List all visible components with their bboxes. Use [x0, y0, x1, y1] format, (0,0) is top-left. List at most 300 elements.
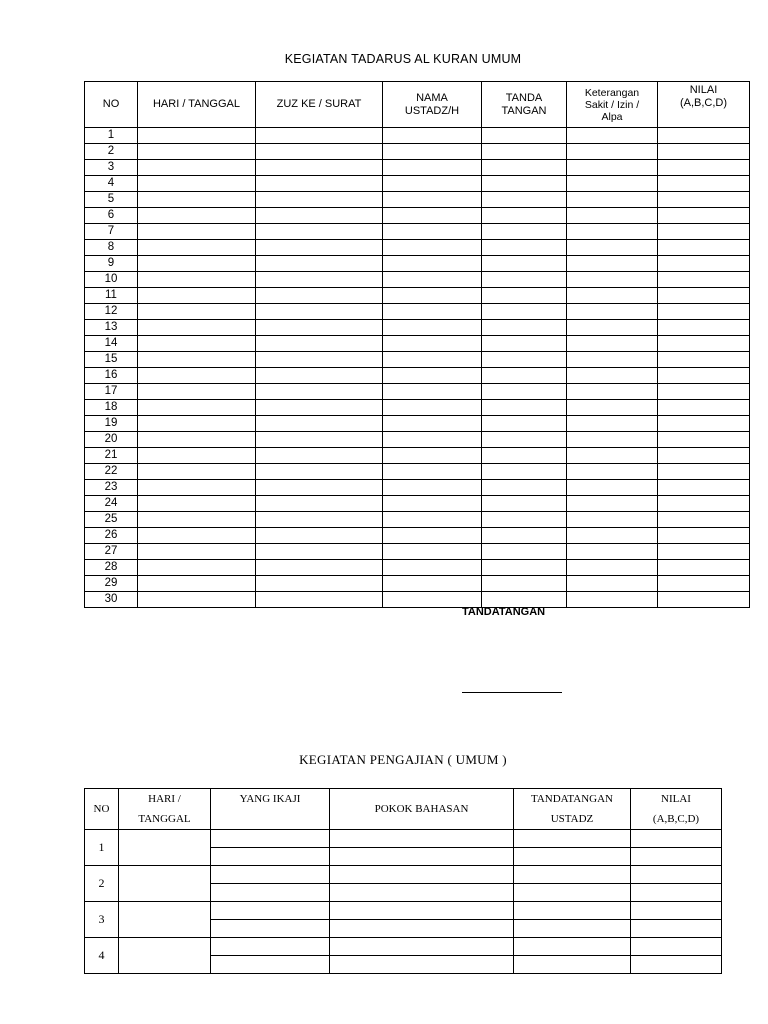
note-cell[interactable] — [567, 272, 658, 288]
row-number: 7 — [85, 224, 138, 240]
teacher-cell[interactable] — [383, 528, 482, 544]
studied-cell[interactable] — [211, 884, 330, 902]
row-number: 19 — [85, 416, 138, 432]
juz-cell[interactable] — [256, 368, 383, 384]
note-cell[interactable] — [567, 544, 658, 560]
teacher-cell[interactable] — [383, 464, 482, 480]
juz-cell[interactable] — [256, 384, 383, 400]
teacher-cell[interactable] — [383, 496, 482, 512]
row-number: 9 — [85, 256, 138, 272]
teacher-cell[interactable] — [383, 480, 482, 496]
table-row — [85, 480, 750, 496]
note-cell[interactable] — [567, 448, 658, 464]
date-cell[interactable] — [138, 512, 256, 528]
grade-cell[interactable] — [658, 368, 750, 384]
table-row — [85, 560, 750, 576]
date-cell[interactable] — [138, 208, 256, 224]
grade-cell[interactable] — [631, 920, 722, 938]
date-cell[interactable] — [138, 560, 256, 576]
date-cell[interactable] — [138, 384, 256, 400]
table-row — [85, 902, 722, 920]
teacher-cell[interactable] — [383, 320, 482, 336]
header-signature-line1: TANDATANGAN — [531, 793, 613, 805]
juz-cell[interactable] — [256, 320, 383, 336]
header-signature — [514, 789, 631, 830]
note-cell[interactable] — [567, 576, 658, 592]
note-cell[interactable] — [567, 432, 658, 448]
header-juz: ZUZ KE / SURAT — [256, 82, 383, 128]
signature-cell[interactable] — [482, 256, 567, 272]
tadarus-title: KEGIATAN TADARUS AL KURAN UMUM — [284, 52, 522, 66]
note-cell[interactable] — [567, 384, 658, 400]
grade-cell[interactable] — [658, 512, 750, 528]
juz-cell[interactable] — [256, 496, 383, 512]
teacher-cell[interactable] — [383, 400, 482, 416]
grade-cell[interactable] — [658, 336, 750, 352]
studied-cell[interactable] — [211, 830, 330, 848]
grade-cell[interactable] — [658, 144, 750, 160]
signature-cell[interactable] — [514, 920, 631, 938]
table-row — [85, 224, 750, 240]
header-signature-line2: TANGAN — [501, 104, 547, 117]
table-row — [85, 272, 750, 288]
grade-cell[interactable] — [631, 902, 722, 920]
juz-cell[interactable] — [256, 192, 383, 208]
topic-cell[interactable] — [330, 938, 514, 956]
row-number: 22 — [85, 464, 138, 480]
row-number: 29 — [85, 576, 138, 592]
note-cell[interactable] — [567, 256, 658, 272]
table-row — [85, 128, 750, 144]
teacher-cell[interactable] — [383, 560, 482, 576]
grade-cell[interactable] — [658, 224, 750, 240]
grade-cell[interactable] — [631, 956, 722, 974]
date-cell[interactable] — [138, 272, 256, 288]
table-row — [85, 866, 722, 884]
header-grade-line2: (A,B,C,D) — [652, 813, 700, 825]
header-signature — [482, 82, 567, 128]
header-date — [119, 789, 211, 830]
note-cell[interactable] — [567, 400, 658, 416]
grade-cell[interactable] — [658, 528, 750, 544]
teacher-cell[interactable] — [383, 448, 482, 464]
juz-cell[interactable] — [256, 144, 383, 160]
date-cell[interactable] — [138, 144, 256, 160]
signature-cell[interactable] — [482, 144, 567, 160]
date-cell[interactable] — [138, 576, 256, 592]
pengajian-title: KEGIATAN PENGAJIAN ( UMUM ) — [299, 752, 507, 767]
note-cell[interactable] — [567, 560, 658, 576]
teacher-cell[interactable] — [383, 160, 482, 176]
studied-cell[interactable] — [211, 938, 330, 956]
date-cell[interactable] — [138, 160, 256, 176]
juz-cell[interactable] — [256, 432, 383, 448]
row-number: 5 — [85, 192, 138, 208]
table-row — [85, 448, 750, 464]
date-cell[interactable] — [138, 400, 256, 416]
signature-cell[interactable] — [482, 432, 567, 448]
signature-cell[interactable] — [514, 956, 631, 974]
table-row — [85, 144, 750, 160]
date-cell[interactable] — [138, 432, 256, 448]
header-date: HARI / TANGGAL — [138, 82, 256, 128]
juz-cell[interactable] — [256, 416, 383, 432]
signature-cell[interactable] — [482, 176, 567, 192]
row-number: 2 — [85, 866, 119, 902]
note-cell[interactable] — [567, 336, 658, 352]
date-cell[interactable] — [138, 480, 256, 496]
date-cell[interactable] — [138, 304, 256, 320]
header-grade — [631, 789, 722, 830]
signature-cell[interactable] — [482, 304, 567, 320]
signature-cell[interactable] — [482, 352, 567, 368]
note-cell[interactable] — [567, 192, 658, 208]
header-date-line2: TANGGAL — [138, 813, 191, 825]
grade-cell[interactable] — [658, 448, 750, 464]
juz-cell[interactable] — [256, 176, 383, 192]
teacher-cell[interactable] — [383, 384, 482, 400]
grade-cell[interactable] — [658, 192, 750, 208]
note-cell[interactable] — [567, 528, 658, 544]
row-number: 26 — [85, 528, 138, 544]
table-row — [85, 384, 750, 400]
studied-cell[interactable] — [211, 866, 330, 884]
row-number: 12 — [85, 304, 138, 320]
studied-cell[interactable] — [211, 956, 330, 974]
grade-cell[interactable] — [658, 128, 750, 144]
grade-cell[interactable] — [631, 938, 722, 956]
tadarus-table — [84, 81, 750, 608]
note-cell[interactable] — [567, 288, 658, 304]
grade-cell[interactable] — [631, 830, 722, 848]
grade-cell[interactable] — [658, 320, 750, 336]
topic-cell[interactable] — [330, 902, 514, 920]
teacher-cell[interactable] — [383, 352, 482, 368]
note-cell[interactable] — [567, 176, 658, 192]
date-cell[interactable] — [138, 416, 256, 432]
header-signature-line2: USTADZ — [550, 813, 594, 825]
topic-cell[interactable] — [330, 866, 514, 884]
grade-cell[interactable] — [658, 496, 750, 512]
row-number: 15 — [85, 352, 138, 368]
grade-cell[interactable] — [658, 272, 750, 288]
note-cell[interactable] — [567, 368, 658, 384]
date-cell[interactable] — [138, 240, 256, 256]
note-cell[interactable] — [567, 128, 658, 144]
table-row — [85, 512, 750, 528]
header-note-line3: Alpa — [601, 110, 623, 123]
row-number: 3 — [85, 902, 119, 938]
grade-cell[interactable] — [631, 884, 722, 902]
signature-cell[interactable] — [482, 336, 567, 352]
row-number: 23 — [85, 480, 138, 496]
note-cell[interactable] — [567, 224, 658, 240]
teacher-cell[interactable] — [383, 256, 482, 272]
signature-cell[interactable] — [482, 416, 567, 432]
date-cell[interactable] — [138, 256, 256, 272]
pengajian-table — [84, 788, 722, 974]
juz-cell[interactable] — [256, 464, 383, 480]
signature-cell[interactable] — [482, 480, 567, 496]
note-cell[interactable] — [567, 464, 658, 480]
note-cell[interactable] — [567, 592, 658, 608]
signature-cell[interactable] — [482, 208, 567, 224]
signature-cell[interactable] — [514, 830, 631, 848]
juz-cell[interactable] — [256, 224, 383, 240]
date-cell[interactable] — [138, 528, 256, 544]
row-number: 25 — [85, 512, 138, 528]
juz-cell[interactable] — [256, 352, 383, 368]
signature-cell[interactable] — [482, 544, 567, 560]
juz-cell[interactable] — [256, 512, 383, 528]
row-number: 11 — [85, 288, 138, 304]
signature-cell[interactable] — [482, 160, 567, 176]
row-number: 21 — [85, 448, 138, 464]
juz-cell[interactable] — [256, 304, 383, 320]
signature-cell[interactable] — [482, 448, 567, 464]
juz-cell[interactable] — [256, 128, 383, 144]
grade-cell[interactable] — [658, 256, 750, 272]
juz-cell[interactable] — [256, 240, 383, 256]
date-cell[interactable] — [138, 464, 256, 480]
grade-cell[interactable] — [631, 848, 722, 866]
table-row — [85, 528, 750, 544]
date-cell[interactable] — [138, 192, 256, 208]
note-cell[interactable] — [567, 512, 658, 528]
studied-cell[interactable] — [211, 902, 330, 920]
header-note-line2: Sakit / Izin / — [584, 98, 640, 111]
date-cell[interactable] — [119, 830, 211, 866]
juz-cell[interactable] — [256, 560, 383, 576]
row-number: 27 — [85, 544, 138, 560]
signature-cell[interactable] — [482, 496, 567, 512]
teacher-cell[interactable] — [383, 576, 482, 592]
teacher-cell[interactable] — [383, 304, 482, 320]
row-number: 24 — [85, 496, 138, 512]
note-cell[interactable] — [567, 352, 658, 368]
grade-cell[interactable] — [658, 384, 750, 400]
studied-cell[interactable] — [211, 920, 330, 938]
grade-cell[interactable] — [658, 416, 750, 432]
date-cell[interactable] — [138, 176, 256, 192]
signature-cell[interactable] — [514, 866, 631, 884]
date-cell[interactable] — [138, 368, 256, 384]
juz-cell[interactable] — [256, 528, 383, 544]
row-number: 16 — [85, 368, 138, 384]
topic-cell[interactable] — [330, 920, 514, 938]
table-row — [85, 192, 750, 208]
table-row — [85, 496, 750, 512]
table-row — [85, 304, 750, 320]
table-row — [85, 176, 750, 192]
grade-cell[interactable] — [658, 160, 750, 176]
row-number: 28 — [85, 560, 138, 576]
date-cell[interactable] — [138, 592, 256, 608]
note-cell[interactable] — [567, 480, 658, 496]
row-number: 30 — [85, 592, 138, 608]
signature-cell[interactable] — [482, 288, 567, 304]
row-number: 18 — [85, 400, 138, 416]
row-number: 13 — [85, 320, 138, 336]
signature-cell[interactable] — [482, 240, 567, 256]
signature-label: TANDATANGAN — [462, 606, 546, 618]
grade-cell[interactable] — [658, 352, 750, 368]
signature-cell[interactable] — [482, 192, 567, 208]
grade-cell[interactable] — [658, 464, 750, 480]
grade-cell[interactable] — [658, 176, 750, 192]
note-cell[interactable] — [567, 496, 658, 512]
juz-cell[interactable] — [256, 208, 383, 224]
teacher-cell[interactable] — [383, 240, 482, 256]
row-number: 6 — [85, 208, 138, 224]
teacher-cell[interactable] — [383, 192, 482, 208]
date-cell[interactable] — [138, 128, 256, 144]
header-teacher-line1: NAMA — [416, 91, 448, 104]
table-row — [85, 208, 750, 224]
date-cell[interactable] — [138, 352, 256, 368]
teacher-cell[interactable] — [383, 288, 482, 304]
date-cell[interactable] — [119, 902, 211, 938]
note-cell[interactable] — [567, 208, 658, 224]
teacher-cell[interactable] — [383, 544, 482, 560]
teacher-cell[interactable] — [383, 368, 482, 384]
juz-cell[interactable] — [256, 336, 383, 352]
date-cell[interactable] — [138, 288, 256, 304]
table-row — [85, 464, 750, 480]
grade-cell[interactable] — [658, 544, 750, 560]
note-cell[interactable] — [567, 320, 658, 336]
teacher-cell[interactable] — [383, 224, 482, 240]
note-cell[interactable] — [567, 416, 658, 432]
studied-cell[interactable] — [211, 848, 330, 866]
header-signature-line1: TANDA — [505, 91, 543, 104]
header-note-line1: Keterangan — [584, 86, 640, 99]
grade-cell[interactable] — [658, 576, 750, 592]
table-row — [85, 592, 750, 608]
teacher-cell[interactable] — [383, 272, 482, 288]
teacher-cell[interactable] — [383, 144, 482, 160]
table-row — [85, 240, 750, 256]
juz-cell[interactable] — [256, 256, 383, 272]
table-row — [85, 288, 750, 304]
juz-cell[interactable] — [256, 400, 383, 416]
date-cell[interactable] — [138, 544, 256, 560]
row-number: 1 — [85, 830, 119, 866]
row-number: 1 — [85, 128, 138, 144]
signature-cell[interactable] — [482, 128, 567, 144]
header-no: NO — [85, 82, 138, 128]
signature-cell[interactable] — [482, 512, 567, 528]
signature-cell[interactable] — [482, 576, 567, 592]
juz-cell[interactable] — [256, 544, 383, 560]
grade-cell[interactable] — [631, 866, 722, 884]
grade-cell[interactable] — [658, 480, 750, 496]
signature-cell[interactable] — [514, 884, 631, 902]
topic-cell[interactable] — [330, 956, 514, 974]
juz-cell[interactable] — [256, 160, 383, 176]
juz-cell[interactable] — [256, 288, 383, 304]
header-no: NO — [85, 789, 119, 830]
date-cell[interactable] — [138, 336, 256, 352]
topic-cell[interactable] — [330, 884, 514, 902]
teacher-cell[interactable] — [383, 176, 482, 192]
signature-cell[interactable] — [482, 368, 567, 384]
signature-cell[interactable] — [514, 902, 631, 920]
grade-cell[interactable] — [658, 400, 750, 416]
teacher-cell[interactable] — [383, 416, 482, 432]
grade-cell[interactable] — [658, 304, 750, 320]
signature-cell[interactable] — [482, 224, 567, 240]
topic-cell[interactable] — [330, 830, 514, 848]
juz-cell[interactable] — [256, 576, 383, 592]
note-cell[interactable] — [567, 160, 658, 176]
table-row — [85, 368, 750, 384]
grade-cell[interactable] — [658, 288, 750, 304]
grade-cell[interactable] — [658, 592, 750, 608]
date-cell[interactable] — [119, 938, 211, 974]
grade-cell[interactable] — [658, 560, 750, 576]
header-date-line1: HARI / — [148, 793, 181, 805]
signature-cell[interactable] — [482, 464, 567, 480]
row-number: 20 — [85, 432, 138, 448]
header-grade-line1: NILAI — [689, 84, 718, 96]
header-topic: POKOK BAHASAN — [330, 789, 514, 830]
row-number: 3 — [85, 160, 138, 176]
teacher-cell[interactable] — [383, 336, 482, 352]
date-cell[interactable] — [119, 866, 211, 902]
juz-cell[interactable] — [256, 480, 383, 496]
juz-cell[interactable] — [256, 592, 383, 608]
date-cell[interactable] — [138, 448, 256, 464]
date-cell[interactable] — [138, 320, 256, 336]
date-cell[interactable] — [138, 224, 256, 240]
signature-cell[interactable] — [482, 272, 567, 288]
teacher-cell[interactable] — [383, 128, 482, 144]
grade-cell[interactable] — [658, 240, 750, 256]
note-cell[interactable] — [567, 240, 658, 256]
header-note — [567, 82, 658, 128]
signature-cell[interactable] — [482, 400, 567, 416]
signature-cell[interactable] — [482, 528, 567, 544]
grade-cell[interactable] — [658, 432, 750, 448]
table-row — [85, 320, 750, 336]
date-cell[interactable] — [138, 496, 256, 512]
signature-line — [462, 692, 562, 693]
row-number: 4 — [85, 176, 138, 192]
note-cell[interactable] — [567, 144, 658, 160]
signature-cell[interactable] — [482, 560, 567, 576]
signature-cell[interactable] — [514, 938, 631, 956]
teacher-cell[interactable] — [383, 208, 482, 224]
juz-cell[interactable] — [256, 272, 383, 288]
grade-cell[interactable] — [658, 208, 750, 224]
header-studied: YANG IKAJI — [211, 789, 330, 830]
topic-cell[interactable] — [330, 848, 514, 866]
table-row — [85, 432, 750, 448]
juz-cell[interactable] — [256, 448, 383, 464]
table-row — [85, 400, 750, 416]
signature-cell[interactable] — [514, 848, 631, 866]
row-number: 10 — [85, 272, 138, 288]
note-cell[interactable] — [567, 304, 658, 320]
signature-cell[interactable] — [482, 384, 567, 400]
header-grade-line2: (A,B,C,D) — [679, 97, 728, 109]
table-row — [85, 336, 750, 352]
teacher-cell[interactable] — [383, 512, 482, 528]
teacher-cell[interactable] — [383, 432, 482, 448]
row-number: 8 — [85, 240, 138, 256]
signature-cell[interactable] — [482, 320, 567, 336]
